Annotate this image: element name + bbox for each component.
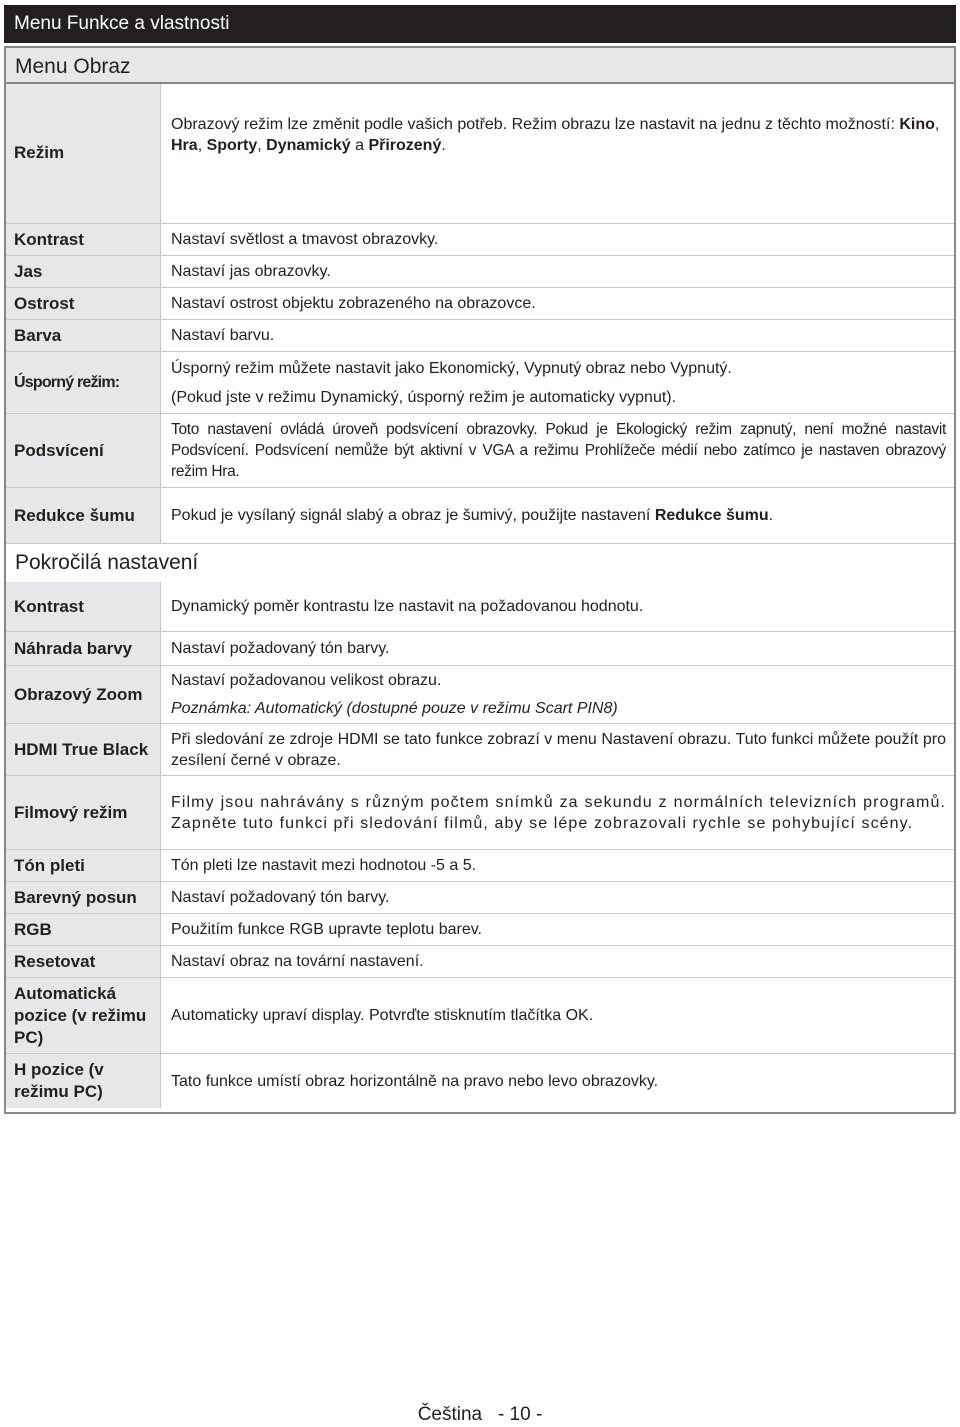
row-description: Filmy jsou nahrávány s různým počtem snímků za sekundu z normálních televizních programů. Zapněte tuto funkci při sledování filmů, aby se lépe zobrazovali rychle se pohybující scény. xyxy=(171,793,946,832)
row-description: Nastaví barvu. xyxy=(171,327,275,344)
table-row xyxy=(6,724,954,776)
row-description xyxy=(161,84,954,223)
table-row xyxy=(6,978,954,1054)
separator: , xyxy=(257,137,267,154)
section-title-pokrocila: Pokročilá nastavení xyxy=(6,544,954,582)
page-footer xyxy=(0,1403,960,1427)
pokrocila-rows xyxy=(6,582,954,1108)
period: . xyxy=(441,137,446,154)
period: . xyxy=(768,507,774,524)
table-row xyxy=(6,914,954,946)
table-row xyxy=(6,632,954,666)
row-description xyxy=(161,488,954,543)
redukce-text xyxy=(171,505,946,526)
option-sporty: Sporty xyxy=(206,137,258,154)
row-label: H pozice (v režimu PC) xyxy=(6,1054,161,1108)
row-label: Kontrast xyxy=(6,224,161,255)
row-label: Redukce šumu xyxy=(6,488,161,543)
row-label: Obrazový Zoom xyxy=(6,666,161,723)
zoom-desc-1: Nastaví požadovanou velikost obrazu. xyxy=(171,672,442,689)
page-header xyxy=(4,5,956,43)
menu-table xyxy=(4,46,956,1114)
row-label: Podsvícení xyxy=(6,414,161,487)
table-row xyxy=(6,414,954,488)
separator: , xyxy=(197,137,207,154)
separator: , xyxy=(934,116,940,133)
row-description: Automaticky upraví display. Potvrďte stisknutím tlačítka OK. xyxy=(171,1007,594,1024)
row-label: Ostrost xyxy=(6,288,161,319)
row-label: Barva xyxy=(6,320,161,351)
row-description xyxy=(161,352,954,413)
table-row xyxy=(6,320,954,352)
section-title-menu-obraz: Menu Obraz xyxy=(6,46,954,84)
row-label: Barevný posun xyxy=(6,882,161,913)
row-description: Nastaví ostrost objektu zobrazeného na obrazovce. xyxy=(171,295,536,312)
option-prirozeny: Přirozený xyxy=(368,137,442,154)
row-description xyxy=(161,666,954,723)
row-description: Nastaví požadovaný tón barvy. xyxy=(171,640,390,657)
redukce-bold: Redukce šumu xyxy=(654,507,769,524)
row-label: HDMI True Black xyxy=(6,724,161,775)
table-row xyxy=(6,224,954,256)
row-description: Při sledování ze zdroje HDMI se tato funkce zobrazí v menu Nastavení obrazu. Tuto funkci můžete použít pro zesílení černé v obraze. xyxy=(171,730,946,769)
row-label: Resetovat xyxy=(6,946,161,977)
table-row xyxy=(6,352,954,414)
redukce-desc: Pokud je vysílaný signál slabý a obraz je šumivý, použijte nastavení xyxy=(171,507,655,524)
table-row xyxy=(6,488,954,544)
row-label: Režim xyxy=(6,84,161,223)
row-label: RGB xyxy=(6,914,161,945)
table-row xyxy=(6,776,954,850)
option-dynamicky: Dynamický xyxy=(266,137,351,154)
table-row xyxy=(6,582,954,632)
table-row xyxy=(6,666,954,724)
table-row xyxy=(6,882,954,914)
row-label: Jas xyxy=(6,256,161,287)
rezim-desc: Obrazový režim lze změnit podle vašich potřeb. Režim obrazu lze nastavit na jednu z těchto možností: xyxy=(171,116,900,133)
option-kino: Kino xyxy=(899,116,935,133)
row-label: Automatická pozice (v režimu PC) xyxy=(6,978,161,1053)
row-description: Použitím funkce RGB upravte teplotu barev. xyxy=(171,921,482,938)
zoom-note: Poznámka: Automatický (dostupné pouze v režimu Scart PIN8) xyxy=(171,700,618,717)
option-hra: Hra xyxy=(171,137,198,154)
table-row xyxy=(6,84,954,224)
table-row xyxy=(6,850,954,882)
page-number: Čeština - 10 - xyxy=(417,1404,543,1425)
row-description: Nastaví jas obrazovky. xyxy=(171,263,331,280)
row-description: Toto nastavení ovládá úroveň podsvícení obrazovky. Pokud je Ekologický režim zapnutý, není možné nastavit Podsvícení. Podsvícení nemůže být aktivní v VGA a režimu Prohlížeče médií nebo zatímco je nastaven obrazový režim Hra. xyxy=(171,421,946,480)
row-description: Dynamický poměr kontrastu lze nastavit na požadovanou hodnotu. xyxy=(171,598,644,615)
table-row xyxy=(6,946,954,978)
table-row xyxy=(6,288,954,320)
usporny-desc-2: (Pokud jste v režimu Dynamický, úsporný režim je automaticky vypnut). xyxy=(171,388,677,406)
table-row xyxy=(6,1054,954,1108)
row-description: Nastaví požadovaný tón barvy. xyxy=(171,889,390,906)
row-description: Tón pleti lze nastavit mezi hodnotou -5 a 5. xyxy=(171,857,477,874)
row-description: Nastaví světlost a tmavost obrazovky. xyxy=(171,231,439,248)
usporny-desc-1: Úsporný režim můžete nastavit jako Ekonomický, Vypnutý obraz nebo Vypnutý. xyxy=(171,359,732,377)
row-label: Úsporný režim: xyxy=(6,352,161,413)
row-label: Kontrast xyxy=(6,582,161,631)
row-label: Náhrada barvy xyxy=(6,632,161,665)
row-description: Nastaví obraz na tovární nastavení. xyxy=(171,953,424,970)
row-label: Filmový režim xyxy=(6,776,161,849)
menu-obraz-rows xyxy=(6,84,954,544)
separator: a xyxy=(350,137,369,154)
row-description: Tato funkce umístí obraz horizontálně na pravo nebo levo obrazovky. xyxy=(171,1072,659,1090)
rezim-text xyxy=(171,114,946,156)
row-label: Tón pleti xyxy=(6,850,161,881)
header-title: Menu Funkce a vlastnosti xyxy=(14,13,230,34)
table-row xyxy=(6,256,954,288)
